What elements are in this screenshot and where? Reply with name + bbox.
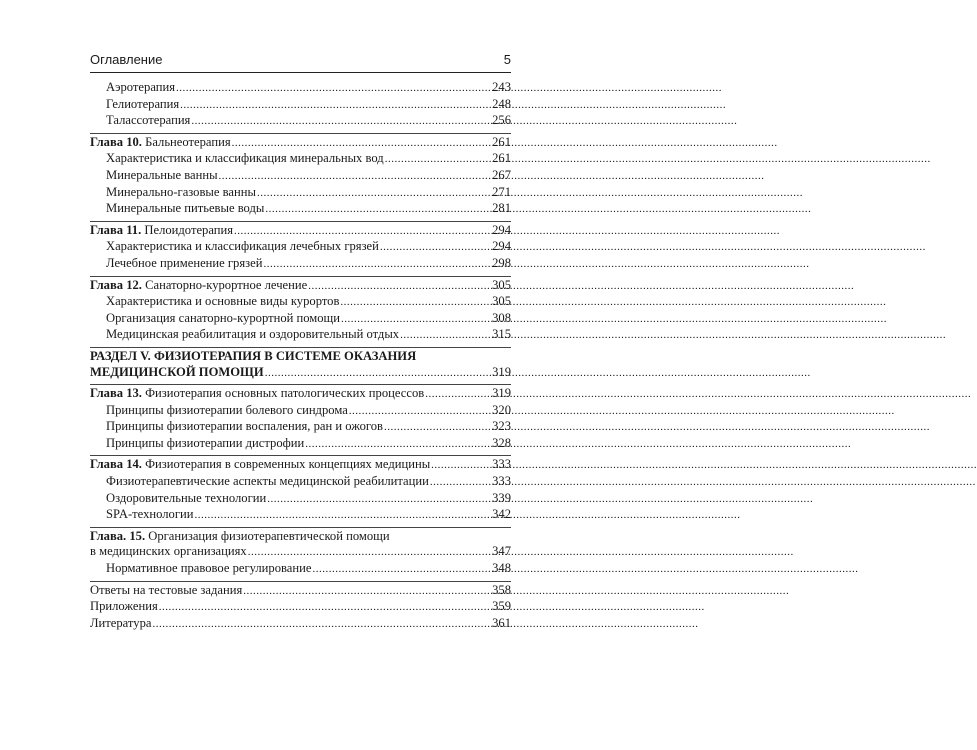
toc-group bbox=[90, 456, 511, 527]
toc-entry bbox=[90, 599, 511, 616]
toc-group bbox=[90, 134, 511, 222]
chapter-number: Глава 10. bbox=[90, 134, 142, 149]
toc-entry bbox=[90, 185, 511, 202]
toc-page-number: 323 bbox=[492, 419, 511, 434]
toc-entry-title: Принципы физиотерапии воспаления, ран и ожогов bbox=[106, 419, 383, 434]
toc-entry bbox=[90, 256, 511, 273]
dot-leader bbox=[219, 168, 492, 185]
dot-leader bbox=[194, 507, 491, 524]
toc-page-number: 333 bbox=[492, 457, 511, 472]
chapter-title: Бальнеотерапия bbox=[141, 134, 231, 149]
dot-leader bbox=[308, 278, 491, 295]
toc-entry-title bbox=[90, 386, 424, 402]
dot-leader bbox=[265, 201, 491, 218]
toc-entry-title: Литература bbox=[90, 615, 152, 630]
toc-entry bbox=[90, 386, 511, 403]
dot-leader bbox=[431, 457, 491, 474]
toc-page-number: 347 bbox=[492, 544, 511, 559]
chapter-title-line: Организация физиотерапевтической помощи bbox=[145, 528, 390, 543]
toc-entry-title: Характеристика и классификация лечебных грязей bbox=[106, 239, 379, 254]
toc-page-number: 358 bbox=[492, 582, 511, 597]
toc-page bbox=[90, 52, 511, 635]
toc-entry-title: Принципы физиотерапии болевого синдрома bbox=[106, 402, 348, 417]
toc-entry bbox=[90, 616, 511, 633]
chapter-title: Пелоидотерапия bbox=[141, 222, 234, 237]
toc-entry bbox=[90, 239, 511, 256]
chapter-title: Санаторно-курортное лечение bbox=[141, 277, 308, 292]
running-header bbox=[90, 52, 511, 73]
toc-page-number: 248 bbox=[492, 96, 511, 111]
toc-entry-title: Лечебное применение грязей bbox=[106, 255, 263, 270]
toc-entry-title bbox=[90, 135, 231, 151]
toc-entry bbox=[90, 419, 511, 436]
toc-page-number: 305 bbox=[492, 294, 511, 309]
toc-entry bbox=[90, 278, 511, 295]
toc-page-number: 294 bbox=[492, 239, 511, 254]
toc-page-number: 319 bbox=[492, 364, 511, 379]
toc-group bbox=[90, 222, 511, 277]
toc-group bbox=[90, 385, 511, 456]
toc-entry bbox=[90, 294, 511, 311]
dot-leader bbox=[248, 544, 491, 561]
toc-entry-title: Минерально-газовые ванны bbox=[106, 184, 256, 199]
toc-group bbox=[90, 79, 511, 134]
toc-entry-title: в медицинских организациях bbox=[90, 544, 247, 559]
chapter-number: Глава 12. bbox=[90, 277, 142, 292]
toc-page-number: 305 bbox=[492, 277, 511, 292]
dot-leader bbox=[430, 474, 491, 491]
toc-entry-title: Талассотерапия bbox=[106, 113, 191, 128]
toc-entry bbox=[90, 80, 511, 97]
dot-leader bbox=[384, 419, 491, 436]
toc-entry bbox=[90, 436, 511, 453]
chapter-number: Глава 11. bbox=[90, 222, 142, 237]
dot-leader bbox=[341, 311, 491, 328]
toc-entry bbox=[90, 583, 511, 600]
toc-entry bbox=[90, 491, 511, 508]
dot-leader bbox=[265, 365, 491, 382]
chapter-number: Глава 14. bbox=[90, 457, 142, 472]
toc-entry-title bbox=[90, 365, 264, 381]
toc-page-number: 361 bbox=[492, 615, 511, 630]
toc-entry-title: Минеральные питьевые воды bbox=[106, 201, 265, 216]
toc-page-number: 256 bbox=[492, 113, 511, 128]
dot-leader bbox=[425, 386, 491, 403]
toc-page-number: 342 bbox=[492, 507, 511, 522]
toc-entry bbox=[90, 201, 511, 218]
toc-entry-title bbox=[90, 223, 233, 239]
toc-page-number: 328 bbox=[492, 435, 511, 450]
toc-entry-title: Приложения bbox=[90, 599, 158, 614]
toc-page-number: 267 bbox=[492, 167, 511, 182]
table-of-contents bbox=[90, 79, 511, 635]
toc-section-heading: РАЗДЕЛ V. ФИЗИОТЕРАПИЯ В СИСТЕМЕ ОКАЗАНИЯ bbox=[90, 348, 417, 363]
toc-group bbox=[90, 528, 511, 582]
toc-group bbox=[90, 348, 511, 385]
toc-entry bbox=[90, 151, 511, 168]
dot-leader bbox=[340, 294, 491, 311]
toc-entry-title: Характеристика и основные виды курортов bbox=[106, 294, 340, 309]
toc-entry bbox=[90, 544, 511, 561]
toc-page-number: 271 bbox=[492, 184, 511, 199]
toc-entry bbox=[90, 97, 511, 114]
toc-entry-title: Оздоровительные технологии bbox=[106, 490, 267, 505]
toc-entry bbox=[90, 474, 511, 491]
toc-page-number: 261 bbox=[492, 134, 511, 149]
chapter-title: Физиотерапия основных патологических процессов bbox=[141, 386, 425, 401]
toc-group bbox=[90, 582, 511, 636]
dot-leader bbox=[312, 561, 491, 578]
toc-entry-title: Принципы физиотерапии дистрофии bbox=[106, 435, 305, 450]
toc-entry-title bbox=[90, 278, 307, 294]
dot-leader bbox=[176, 80, 491, 97]
dot-leader bbox=[243, 583, 491, 600]
toc-entry-title: Аэротерапия bbox=[106, 80, 176, 94]
toc-page-number: 348 bbox=[492, 561, 511, 576]
toc-page-number: 298 bbox=[492, 255, 511, 270]
header-title: Оглавление bbox=[90, 52, 163, 67]
toc-group bbox=[90, 277, 511, 348]
toc-entry bbox=[90, 168, 511, 185]
dot-leader bbox=[234, 223, 491, 240]
header-page-number: 5 bbox=[503, 52, 511, 67]
dot-leader bbox=[267, 491, 491, 508]
toc-page-number: 319 bbox=[492, 386, 511, 401]
dot-leader bbox=[349, 403, 491, 420]
toc-page-number: 315 bbox=[492, 327, 511, 342]
dot-leader bbox=[257, 185, 491, 202]
toc-entry-title: Физиотерапевтические аспекты медицинской реабилитации bbox=[106, 474, 429, 489]
toc-page-number: 333 bbox=[492, 474, 511, 489]
dot-leader bbox=[305, 436, 491, 453]
toc-page-number: 359 bbox=[492, 599, 511, 614]
dot-leader bbox=[152, 616, 491, 633]
toc-entry bbox=[90, 403, 511, 420]
toc-page-number: 308 bbox=[492, 310, 511, 325]
dot-leader bbox=[191, 113, 491, 130]
dot-leader bbox=[263, 256, 491, 273]
toc-chapter-heading bbox=[90, 529, 511, 545]
toc-entry bbox=[90, 561, 511, 578]
chapter-title: Физиотерапия в современных концепциях медицины bbox=[141, 457, 431, 472]
toc-entry bbox=[90, 135, 511, 152]
dot-leader bbox=[159, 599, 491, 616]
chapter-number: Глава 13. bbox=[90, 386, 142, 401]
toc-entry bbox=[90, 457, 511, 474]
dot-leader bbox=[385, 151, 491, 168]
toc-entry bbox=[90, 113, 511, 130]
chapter-number: Глава. 15. bbox=[90, 528, 146, 543]
dot-leader bbox=[380, 239, 491, 256]
dot-leader bbox=[180, 97, 491, 114]
toc-page-number: 294 bbox=[492, 222, 511, 237]
section-title: МЕДИЦИНСКОЙ ПОМОЩИ bbox=[90, 364, 264, 379]
toc-entry-title bbox=[90, 457, 430, 473]
toc-entry-title: SPA-технологии bbox=[106, 507, 194, 522]
toc-page-number: 320 bbox=[492, 402, 511, 417]
toc-entry-title: Минеральные ванны bbox=[106, 167, 218, 182]
toc-page-number: 339 bbox=[492, 490, 511, 505]
dot-leader bbox=[232, 135, 492, 152]
dot-leader bbox=[400, 327, 491, 344]
toc-entry bbox=[90, 507, 511, 524]
toc-entry-title: Медицинская реабилитация и оздоровительный отдых bbox=[106, 327, 400, 342]
toc-entry-title: Ответы на тестовые задания bbox=[90, 582, 243, 597]
toc-entry-title: Характеристика и классификация минеральных вод bbox=[106, 151, 384, 166]
toc-page-number: 261 bbox=[492, 151, 511, 166]
toc-entry-title: Нормативное правовое регулирование bbox=[106, 561, 312, 576]
toc-entry-title: Организация санаторно-курортной помощи bbox=[106, 310, 340, 325]
toc-page-number: 281 bbox=[492, 201, 511, 216]
toc-entry bbox=[90, 365, 511, 382]
toc-entry bbox=[90, 327, 511, 344]
toc-entry-title: Гелиотерапия bbox=[106, 96, 180, 111]
toc-entry bbox=[90, 311, 511, 328]
toc-page-number: 243 bbox=[492, 80, 511, 94]
toc-entry bbox=[90, 223, 511, 240]
